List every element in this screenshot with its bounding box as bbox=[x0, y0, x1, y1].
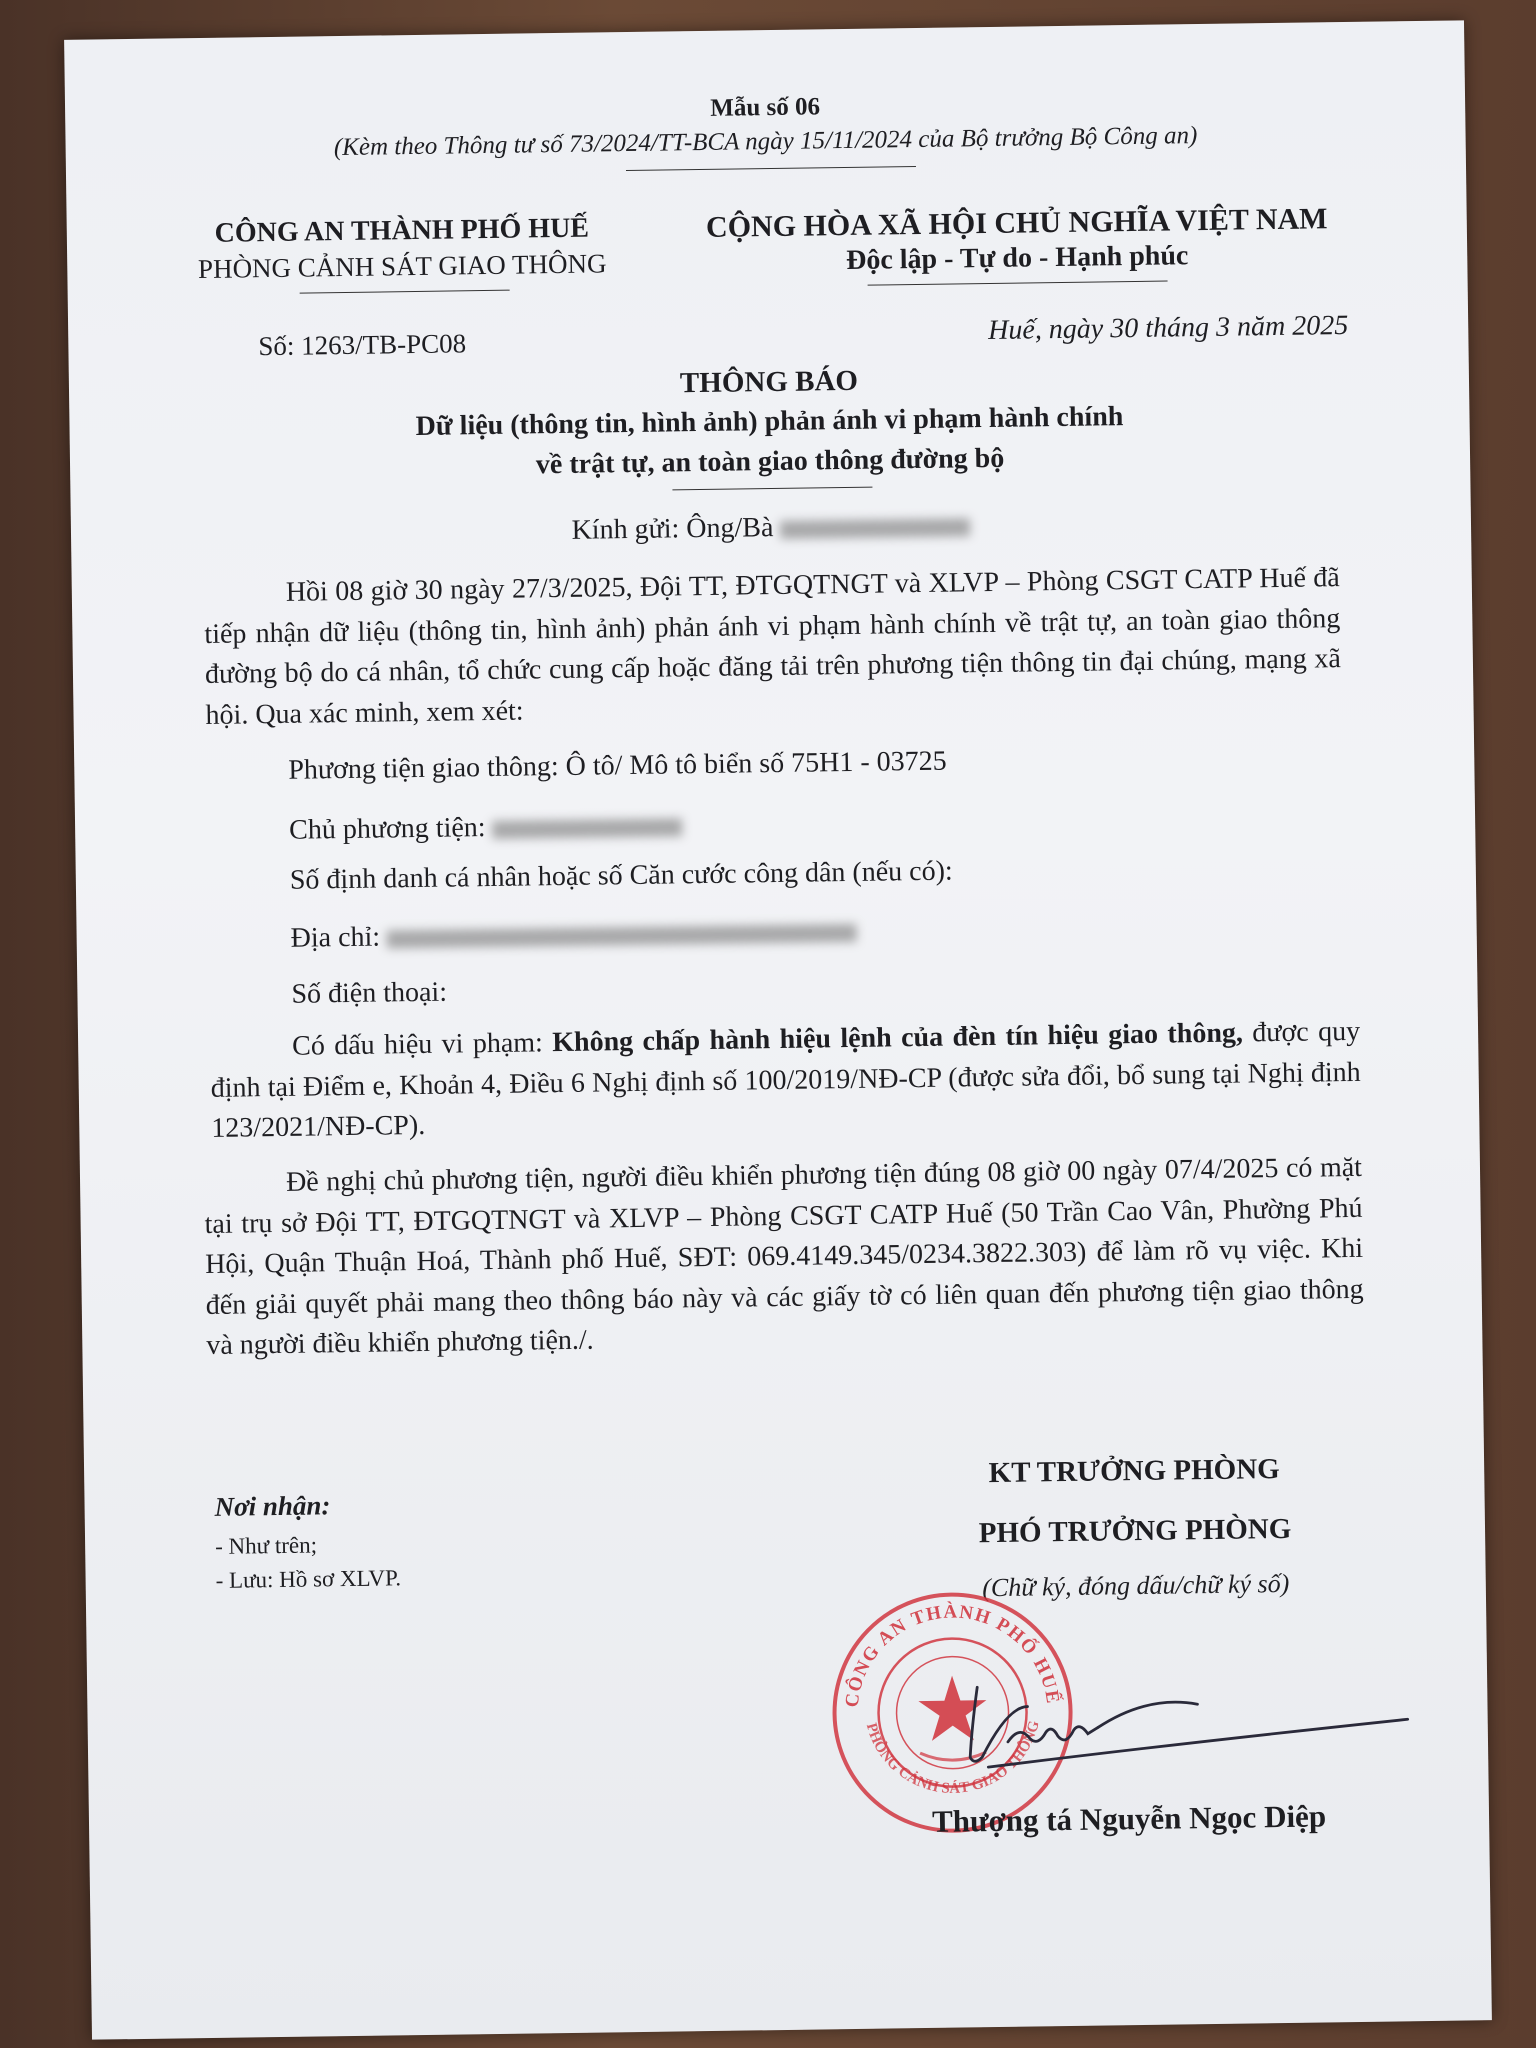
owner-label: Chủ phương tiện: bbox=[288, 812, 486, 846]
handwritten-signature bbox=[947, 1641, 1429, 1788]
recipient-item: - Như trên; bbox=[214, 1532, 318, 1559]
place-date: Huế, ngày 30 tháng 3 năm 2025 bbox=[987, 309, 1349, 346]
title-divider bbox=[672, 487, 872, 491]
document-subtitle-1: Dữ liệu (thông tin, hình ảnh) phản ánh vi phạm hành chính bbox=[415, 401, 1124, 442]
recipients-label: Nơi nhận: bbox=[214, 1490, 331, 1522]
motto-divider bbox=[868, 280, 1168, 285]
agency-name: CÔNG AN THÀNH PHỐ HUẾ bbox=[214, 212, 590, 249]
attached-note: (Kèm theo Thông tư số 73/2024/TT-BCA ngày 15/11/2024 của Bộ trưởng Bộ Công an) bbox=[333, 122, 1198, 162]
violation-rest: được quy định tại Điểm e, Khoản 4, Điều 6 Nghị định số 100/2019/NĐ-CP (được sửa đổi, bổ sung tại Nghị định 123/2021/NĐ-CP). bbox=[210, 1015, 1361, 1144]
signature-note: (Chữ ký, đóng dấu/chữ ký số) bbox=[982, 1568, 1290, 1603]
svg-text:PHÒNG CẢNH SÁT GIAO THÔNG: PHÒNG CẢNH SÁT GIAO THÔNG bbox=[862, 1719, 1043, 1797]
id-line: Số định danh cá nhân hoặc số Căn cước công dân (nếu có): bbox=[289, 855, 953, 896]
redacted-owner bbox=[492, 818, 682, 839]
agency-divider bbox=[300, 290, 510, 294]
intro-paragraph: Hồi 08 giờ 30 ngày 27/3/2025, Đội TT, ĐTGQTNGT và XLVP – Phòng CSGT CATP Huế đã tiếp nhận dữ liệu (thông tin, hình ảnh) phản ánh vi phạm hành chính về trật tự, an toàn giao thông đường bộ do cá nhân, tổ chức cung cấp hoặc đăng tải trên phương tiện thông tin đại chúng, mạng xã hội. Qua xác minh, xem xét: bbox=[204, 562, 1342, 731]
vehicle-line: Phương tiện giao thông: Ô tô/ Mô tô biển số 75H1 - 03725 bbox=[288, 745, 947, 786]
violation-label: Có dấu hiệu vi phạm: bbox=[291, 1027, 544, 1062]
document-title: THÔNG BÁO bbox=[679, 364, 859, 400]
violation-text: Không chấp hành hiệu lệnh của đèn tín hiệu giao thông, bbox=[552, 1017, 1244, 1059]
greeting-label: Kính gửi: Ông/Bà bbox=[571, 512, 774, 546]
agency-department: PHÒNG CẢNH SÁT GIAO THÔNG bbox=[197, 248, 607, 285]
phone-line: Số điện thoại: bbox=[291, 976, 448, 1010]
address-label: Địa chỉ: bbox=[290, 921, 381, 954]
signature-title-2: PHÓ TRƯỞNG PHÒNG bbox=[978, 1512, 1292, 1550]
redacted-address bbox=[387, 923, 857, 948]
nation-motto: Độc lập - Tự do - Hạnh phúc bbox=[845, 240, 1189, 276]
address-line bbox=[290, 915, 857, 955]
greeting-line bbox=[71, 502, 1471, 554]
document-subtitle-2: về trật tự, an toàn giao thông đường bộ bbox=[535, 442, 1005, 481]
svg-text:CÔNG AN THÀNH PHỐ HUẾ: CÔNG AN THÀNH PHỐ HUẾ bbox=[841, 1601, 1064, 1709]
nation-title: CỘNG HÒA XÃ HỘI CHỦ NGHĨA VIỆT NAM bbox=[705, 202, 1328, 244]
signer-name: Thượng tá Nguyễn Ngọc Diệp bbox=[931, 1798, 1327, 1839]
header-divider bbox=[626, 166, 916, 171]
violation-paragraph bbox=[210, 1012, 1362, 1150]
form-number: Mẫu số 06 bbox=[710, 93, 821, 122]
signature-title-1: KT TRƯỞNG PHÒNG bbox=[988, 1453, 1280, 1490]
redacted-name bbox=[780, 518, 970, 539]
document-number: Số: 1263/TB-PC08 bbox=[258, 328, 467, 362]
recipient-item: - Lưu: Hồ sơ XLVP. bbox=[215, 1565, 402, 1593]
document-page bbox=[64, 20, 1492, 2039]
owner-line bbox=[289, 809, 683, 846]
request-paragraph: Đề nghị chủ phương tiện, người điều khiển phương tiện đúng 08 giờ 00 ngày 07/4/2025 có mặt tại trụ sở Đội TT, ĐTGQTNGT và XLVP – Phòng CSGT CATP Huế (50 Trần Cao Vân, Phường Phú Hội, Quận Thuận Hoá, Thành phố Huế, SĐT: 069.4149.345/0234.3822.303) để làm rõ vụ việc. Khi đến giải quyết phải mang theo thông báo này và các giấy tờ có liên quan đến phương tiện giao thông và người điều khiển phương tiện./. bbox=[204, 1151, 1364, 1362]
